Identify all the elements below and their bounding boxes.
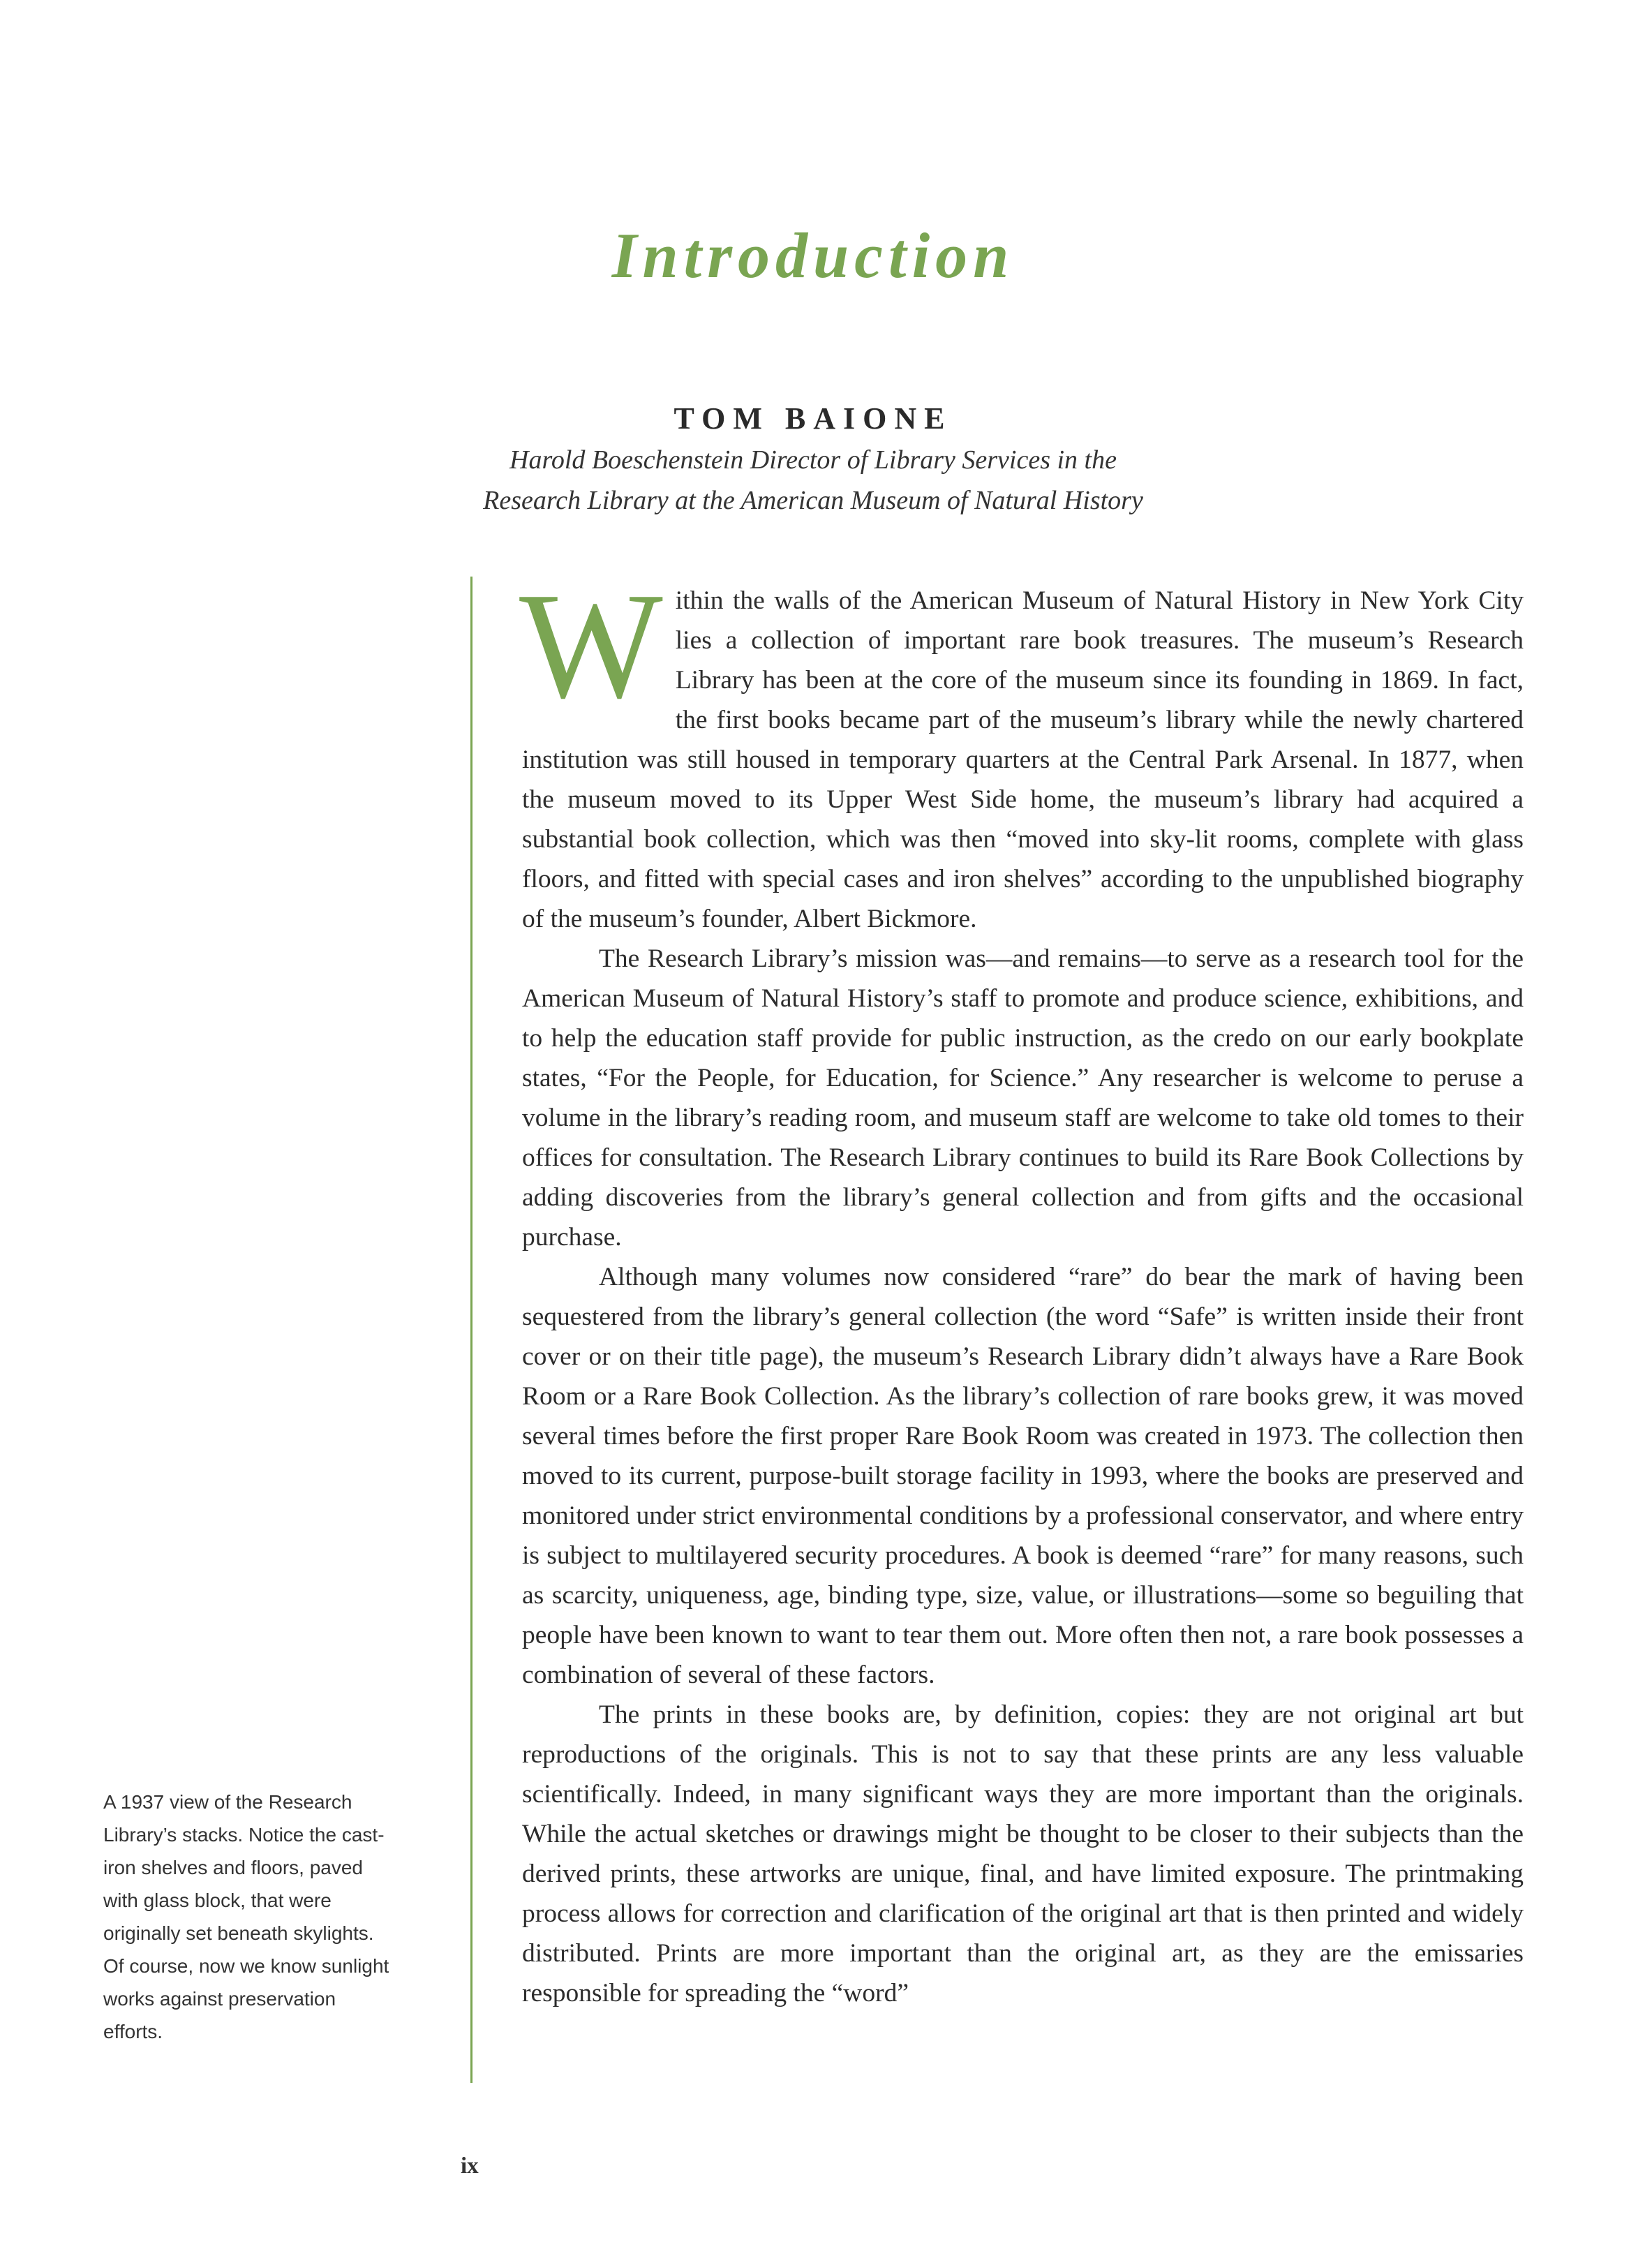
body-paragraph-3: Although many volumes now considered “rare” do bear the mark of having been sequestered from the library’s general collection (the word “Safe” is written inside their front cover or on their title page), the museum’s Research Library didn’t always have a Rare Book Room or a Rare Book Collection. As the library’s collection of rare books grew, it was moved several times before the first proper Rare Book Room was created in 1973. The collection then moved to its current, purpose-built storage facility in 1993, where the books are preserved and monitored under strict environmental conditions by a professional conservator, and where entry is subject to multilayered security procedures. A book is deemed “rare” for many reasons, such as scarcity, uniqueness, age, binding type, size, value, or illustrations—some so beguiling that people have been known to want to tear them out. More often then not, a rare book possesses a combination of several of these factors. (522, 1263, 1524, 1689)
author-affiliation (0, 440, 1626, 521)
drop-cap: W (519, 562, 663, 730)
body-text (519, 562, 1524, 2013)
page-title: Introduction (611, 220, 1015, 291)
photo-caption: A 1937 view of the Research Library’s stacks. Notice the cast-iron shelves and floors, paved with glass block, that were originally set beneath skylights. Of course, now we know sunlight works against preservation efforts. (103, 1791, 389, 2042)
affiliation-line-2: Research Library at the American Museum of Natural History (483, 486, 1143, 515)
body-paragraph-2: The Research Library’s mission was—and remains—to serve as a research tool for the American Museum of Natural History’s staff to promote and produce science, exhibitions, and to help the education staff provide for public instruction, as the credo on our early bookplate states, “For the People, for Education, for Science.” Any researcher is welcome to peruse a volume in the library’s reading room, and museum staff are welcome to take old tomes to their offices for consultation. The Research Library continues to build its Rare Book Collections by adding discoveries from the library’s general collection and from gifts and the occasional purchase. (522, 944, 1524, 1252)
page-number: ix (461, 2153, 479, 2179)
paragraph-1-text: ithin the walls of the American Museum of Natural History in New York City lies a collection of important rare book treasures. The museum’s Research Library has been at the core of the museum since its founding in 1869. In fact, the first books became part of the museum’s library while the newly chartered institution was still housed in temporary quarters at the Central Park Arsenal. In 1877, when the museum moved to its Upper West Side home, the museum’s library had acquired a substantial book collection, which was then “moved into sky-lit rooms, complete with glass floors, and fitted with special cases and iron shelves” according to the unpublished biography of the museum’s founder, Albert Bickmore. (522, 586, 1524, 933)
margin-rule (470, 577, 472, 2083)
affiliation-line-1: Harold Boeschenstein Director of Library Services in the (509, 445, 1117, 475)
author-name: TOM BAIONE (674, 401, 953, 436)
body-paragraph-1 (519, 562, 1524, 939)
body-paragraph-4: The prints in these books are, by definition, copies: they are not original art but reproductions of the originals. This is not to say that these prints are any less valuable scientifically. Indeed, in many significant ways they are more important than the originals. While the actual sketches or drawings might be thought to be closer to their subjects than the derived prints, these artworks are unique, final, and have limited exposure. The printmaking process allows for correction and clarification of the original art that is then printed and widely distributed. Prints are more important than the original art, as they are the emissaries responsible for spreading the “word” (522, 1700, 1524, 2008)
